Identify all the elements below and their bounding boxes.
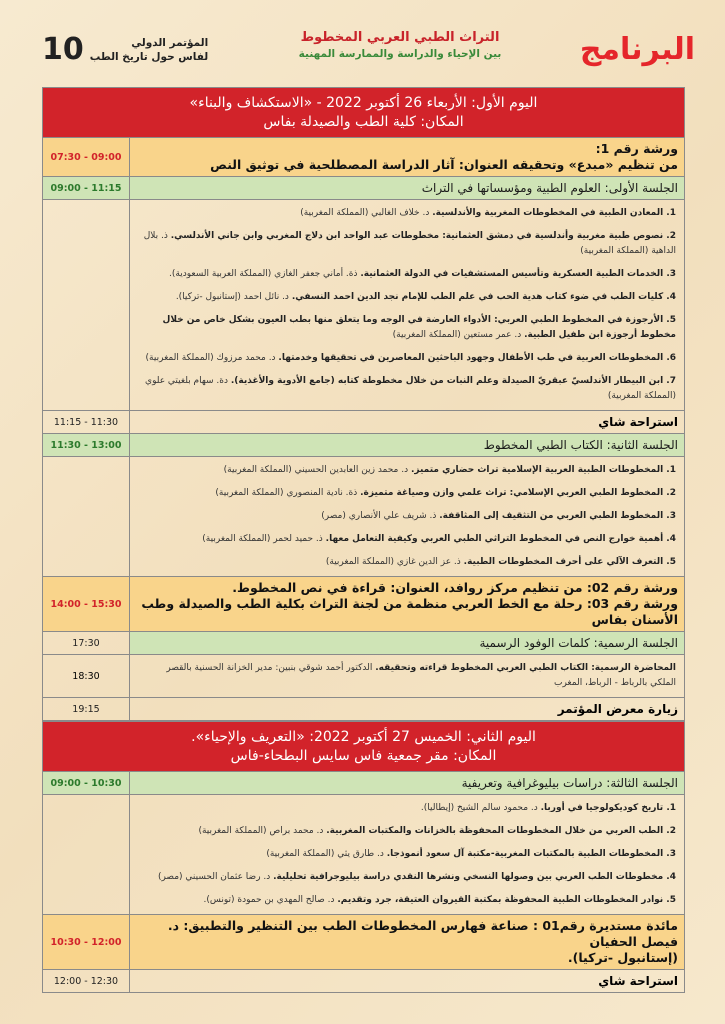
session3-items-row [43, 795, 684, 915]
roundtable-line2: (إستانبول -تركيا). [567, 950, 678, 965]
conference-badge [42, 32, 208, 67]
conference-line2: لفاس حول تاريخ الطب [89, 50, 209, 63]
roundtable-content [130, 915, 684, 969]
visit-label: زيارة معرض المؤتمر [557, 702, 678, 716]
main-title: التراث الطبي العربي المخطوط [300, 30, 500, 45]
break2-time: 12:00 - 12:30 [43, 970, 130, 992]
list-item: 1. المخطوطات الطبية العربية الإسلامية تراث حضاري متميز. د. محمد زين العابدين الحسيني (المملكة المغربية) [223, 465, 676, 475]
roundtable-line1: مائدة مستديرة رقم01 : صناعة فهارس المخطوطات الطب بين التنظير والتطبيق: د. فيصل الحفيان [167, 918, 678, 949]
workshop1-line2: من تنظيم «مبدع» وتحقيقه العنوان: آثار الدراسة المصطلحية في توثيق النص [210, 157, 678, 172]
session1-title: الجلسة الأولى: العلوم الطبية ومؤسساتها في التراث [130, 177, 684, 199]
session2-time: 11:30 - 13:00 [43, 434, 130, 456]
lecture-time: 18:30 [43, 655, 130, 697]
empty-time-cell [43, 200, 130, 410]
day2-title: اليوم الثاني: الخميس 27 أكتوبر 2022: «التعريف والإحياء». [191, 729, 536, 745]
day1-header [43, 88, 684, 138]
lecture-row [43, 655, 684, 698]
lecture-content [130, 655, 684, 697]
session3-title: الجلسة الثالثة: دراسات بيليوغرافية وتعريفية [130, 772, 684, 794]
list-item: 2. المخطوط الطبي العربي الإسلامي: تراث علمي وازن وصياغة متميزة. ذة. نادية المنصوري (المملكة المغربية) [215, 488, 676, 498]
session3-items [130, 795, 684, 914]
visit-time: 19:15 [43, 698, 130, 720]
official-row [43, 632, 684, 655]
empty-time-cell [43, 795, 130, 914]
list-item: 3. المخطوطات الطبية بالمكتبات المغربية-مكتبة آل سعود أنموذجا. د. طارق يثي (المملكة المغربية) [266, 849, 676, 859]
day2-header [43, 721, 684, 772]
list-item: 2. الطب العربي من خلال المخطوطات المحفوظة بالخزانات والمكتبات المغربية. د. محمد براص (المملكة المغربية) [198, 826, 676, 836]
list-item: 4. كليات الطب في ضوء كتاب هدية الحب في علم الطب للإمام نجد الدين احمد النسفي. د. نائل احمد (إستانبول -تركيا). [175, 292, 676, 302]
workshop2-line: ورشة رقم 02: من تنظيم مركز روافد، العنوان: قراءة في نص المخطوط. [232, 580, 678, 595]
session3-row [43, 772, 684, 795]
program-title: البرنامج [579, 32, 695, 67]
workshop1-time: 07:30 - 09:00 [43, 138, 130, 176]
break2-row [43, 970, 684, 992]
document-title [290, 30, 510, 60]
day1-place: المكان: كلية الطب والصيدلة بفاس [263, 114, 464, 130]
workshops23-time: 14:00 - 15:30 [43, 577, 130, 631]
session2-row [43, 434, 684, 457]
break1-row [43, 411, 684, 434]
lecture-text: المحاضرة الرسمية: الكتاب الطبي العربي المخطوط قراءته وتحقيقه. الدكتور أحمد شوقي بنبين: مدير الخزانة الحسنية بالقصر الملكي بالرباط - الرباط، المغرب [166, 663, 676, 688]
conference-text [90, 36, 208, 64]
list-item: 4. أهمية خوارج النص في المخطوط التراثي الطبي العربي وكيفية التعامل معها. ذ. حميد لحمر (المملكة المغربية) [202, 534, 676, 544]
roundtable-time: 10:30 - 12:00 [43, 915, 130, 969]
session1-items [130, 200, 684, 410]
session3-time: 09:00 - 10:30 [43, 772, 130, 794]
list-item: 3. الخدمات الطبية العسكرية وتأسيس المستشفيات في الدولة العثمانية. ذة. أماني جعفر الغازي (المملكة العربية السعودية). [169, 269, 676, 279]
list-item: 7. ابن البيطار الأندلسيّ عبقريّ الصيدلة وعلم النبات من خلال مخطوطة كتابه (جامع الأدوية والأغذية). دة. سهام بلغيتي علوي (المملكة المغربية) [145, 376, 676, 401]
workshop1-line1: ورشة رقم 1: [595, 141, 678, 156]
day1-title: اليوم الأول: الأربعاء 26 أكتوبر 2022 - «الاستكشاف والبناء» [189, 95, 538, 111]
roundtable-row [43, 915, 684, 970]
list-item: 5. الأرجوزة في المخطوط الطبي العربي: الأدواء العارضة في الوجه وما يتعلق منها بطب العيون بشكل خاص من خلال مخطوط أرجوزة ابن طفيل الطبية. د. عمر مستعين (المملكة المغربية) [162, 315, 676, 340]
session2-items [130, 457, 684, 576]
list-item: 2. نصوص طبية مغربية وأندلسية في دمشق العثمانية: مخطوطات عبد الواحد ابن دلاج المغربي وابن جاني الأندلسي. ذ. بلال الداهية (المملكة المغربية) [143, 231, 676, 256]
empty-time-cell [43, 457, 130, 576]
subtitle: بين الإحياء والدراسة والممارسة المهنية [298, 48, 502, 60]
list-item: 6. المخطوطات العربية في طب الأطفال وجهود الباحثين المعاصرين في تحقيقها وخدمتها. د. محمد مرزوك (المملكة المغربية) [145, 353, 676, 363]
session2-items-row [43, 457, 684, 577]
workshop3-line: ورشة رقم 03: رحلة مع الخط العربي منظمة من لجنة التراث بكلية الطب والصيدلة وطب الأسنان بفاس [141, 596, 678, 627]
official-time: 17:30 [43, 632, 130, 654]
program-table [42, 87, 685, 993]
list-item: 5. نوادر المخطوطات الطبية المحفوظة بمكتبة القيروان العتيقة، جرد وتقديم. د. صالح المهدي بن حمودة (تونس). [203, 895, 676, 905]
break1-label: استراحة شاي [598, 415, 678, 429]
official-title: الجلسة الرسمية: كلمات الوفود الرسمية [130, 632, 684, 654]
session1-items-row [43, 200, 684, 411]
workshop1-row [43, 138, 684, 177]
workshops23-row [43, 577, 684, 632]
header [30, 22, 695, 82]
list-item: 1. المعادن الطبية في المخطوطات المغربية والأندلسية. د. خلاف الغالبي (المملكة المغربية) [300, 208, 676, 218]
session2-title: الجلسة الثانية: الكتاب الطبي المخطوط [130, 434, 684, 456]
visit-row [43, 698, 684, 721]
list-item: 1. تاريخ كوديكولوجيا في أوربا. د. محمود سالم الشيخ (إيطاليا). [420, 803, 676, 813]
list-item: 3. المخطوط الطبي العربي من التثقيف إلى المثاقفة. ذ. شريف علي الأنصاري (مصر) [321, 511, 676, 521]
conference-number: 10 [42, 32, 84, 67]
break1-time: 11:15 - 11:30 [43, 411, 130, 433]
session1-time: 09:00 - 11:15 [43, 177, 130, 199]
session1-row [43, 177, 684, 200]
list-item: 4. مخطوطات الطب العربي بين وصولها النسخي ونشرها النقدي دراسة بيليوجرافية تحليلية. د. رضا عثمان الحسيني (مصر) [157, 872, 676, 882]
list-item: 5. التعرف الآلي على أحرف المخطوطات الطبية. ذ. عز الدين غازي (المملكة المغربية) [325, 557, 676, 567]
break2-label: استراحة شاي [598, 974, 678, 988]
workshops23-content [130, 577, 684, 631]
day2-place: المكان: مقر جمعية فاس سايس البطحاء-فاس [230, 748, 497, 764]
conference-line1: المؤتمر الدولي [131, 36, 209, 49]
workshop1-content [130, 138, 684, 176]
